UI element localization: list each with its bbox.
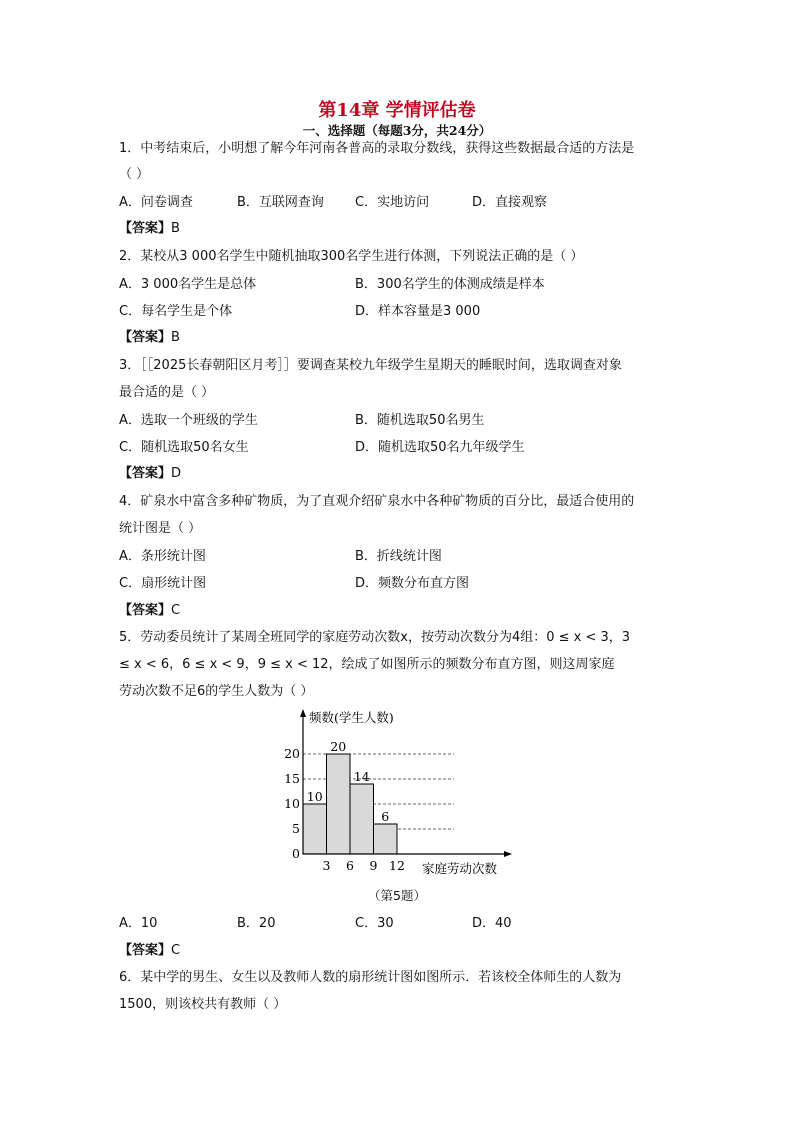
q3-answer xyxy=(119,465,181,483)
q3-option-b: B．随机选取50名男生 xyxy=(355,413,485,428)
y-tick-label: 0 xyxy=(292,846,300,861)
histogram-bar xyxy=(327,754,351,854)
bar-value-label: 6 xyxy=(381,809,390,824)
q2-option-a: A．3 000名学生是总体 xyxy=(119,277,257,292)
q1-option-d: D．直接观察 xyxy=(472,195,548,210)
q5-line-1: 5．劳动委员统计了某周全班同学的家庭劳动次数x，按劳动次数分为4组：0 ≤ x < 3，3 xyxy=(119,630,631,645)
answer-label: 【答案】 xyxy=(119,330,172,345)
q4-line-1: 4．矿泉水中富含多种矿物质，为了直观介绍矿泉水中各种矿物质的百分比，最适合使用的 xyxy=(119,494,635,509)
y-tick-label: 20 xyxy=(284,746,300,761)
q5-option-c: C．30 xyxy=(355,916,394,931)
y-tick-label: 15 xyxy=(284,771,300,786)
q6-line-2: 1500，则该校共有教师（ ） xyxy=(119,997,287,1012)
bar-value-label: 14 xyxy=(353,769,370,784)
answer-value: B xyxy=(171,330,180,345)
q5-option-a: A．10 xyxy=(119,916,158,931)
histogram-bar xyxy=(350,784,374,854)
x-tick-label: 9 xyxy=(369,858,378,873)
q3-option-c: C．随机选取50名女生 xyxy=(119,440,249,455)
histogram-chart xyxy=(284,708,514,878)
q5-option-b: B．20 xyxy=(237,916,276,931)
q1-option-a: A．问卷调查 xyxy=(119,195,193,210)
answer-label: 【答案】 xyxy=(119,466,172,481)
q4-answer xyxy=(119,602,180,620)
q4-option-b: B．折线统计图 xyxy=(355,549,442,564)
y-axis-title: 频数(学生人数) xyxy=(309,710,394,725)
q4-option-c: C．扇形统计图 xyxy=(119,576,207,591)
q3-line-2: 最合适的是（ ） xyxy=(119,385,215,400)
x-tick-label: 3 xyxy=(322,858,331,873)
x-tick-label: 6 xyxy=(346,858,354,873)
answer-value: C xyxy=(171,943,181,958)
answer-value: D xyxy=(171,466,182,481)
q2-option-b: B．300名学生的体测成绩是样本 xyxy=(355,277,545,292)
y-tick-label: 10 xyxy=(284,796,300,811)
q2-answer xyxy=(119,329,180,347)
x-axis-title: 家庭劳动次数 xyxy=(422,861,498,876)
q4-option-a: A．条形统计图 xyxy=(119,549,206,564)
histogram-bar xyxy=(303,804,327,854)
figure-caption: （第5题） xyxy=(368,888,426,903)
q1-line-2: （ ） xyxy=(119,167,150,182)
q5-line-3: 劳动次数不足6的学生人数为（ ） xyxy=(119,684,314,699)
answer-label: 【答案】 xyxy=(119,603,172,618)
q5-answer xyxy=(119,942,180,960)
x-tick-label: 12 xyxy=(389,858,405,873)
answer-value: B xyxy=(171,221,180,236)
y-axis-arrow-icon xyxy=(300,709,306,717)
q5-line-2: ≤ x < 6，6 ≤ x < 9，9 ≤ x < 12，绘成了如图所示的频数分布直方图，则这周家庭 xyxy=(119,657,615,672)
q1-option-c: C．实地访问 xyxy=(355,195,430,210)
histogram-bar xyxy=(374,824,398,854)
page-title: 第14章 学情评估卷 xyxy=(318,100,476,121)
bar-value-label: 10 xyxy=(306,789,323,804)
q6-line-1: 6．某中学的男生、女生以及教师人数的扇形统计图如图所示．若该校全体师生的人数为 xyxy=(119,970,622,985)
q2-option-d: D．样本容量是3 000 xyxy=(355,304,481,319)
q3-line-1: 3．［［2025长春朝阳区月考］］要调查某校九年级学生星期天的睡眠时间，选取调查对象 xyxy=(119,358,622,373)
q3-option-d: D．随机选取50名九年级学生 xyxy=(355,440,525,455)
q5-option-d: D．40 xyxy=(472,916,512,931)
answer-value: C xyxy=(171,603,181,618)
section-heading: 一、选择题（每题3分，共24分） xyxy=(302,123,492,138)
q4-option-d: D．频数分布直方图 xyxy=(355,576,470,591)
answer-label: 【答案】 xyxy=(119,221,172,236)
q1-option-b: B．互联网查询 xyxy=(237,195,324,210)
q3-option-a: A．选取一个班级的学生 xyxy=(119,413,258,428)
q2-option-c: C．每名学生是个体 xyxy=(119,304,233,319)
q4-line-2: 统计图是（ ） xyxy=(119,521,202,536)
y-tick-label: 5 xyxy=(292,821,300,836)
q2-line-1: 2．某校从3 000名学生中随机抽取300名学生进行体测，下列说法正确的是（ ） xyxy=(119,249,584,264)
answer-label: 【答案】 xyxy=(119,943,172,958)
q1-line-1: 1．中考结束后，小明想了解今年河南各普高的录取分数线，获得这些数据最合适的方法是 xyxy=(119,141,635,156)
q1-answer xyxy=(119,220,180,238)
bar-value-label: 20 xyxy=(330,739,347,754)
x-axis-arrow-icon xyxy=(504,851,512,857)
